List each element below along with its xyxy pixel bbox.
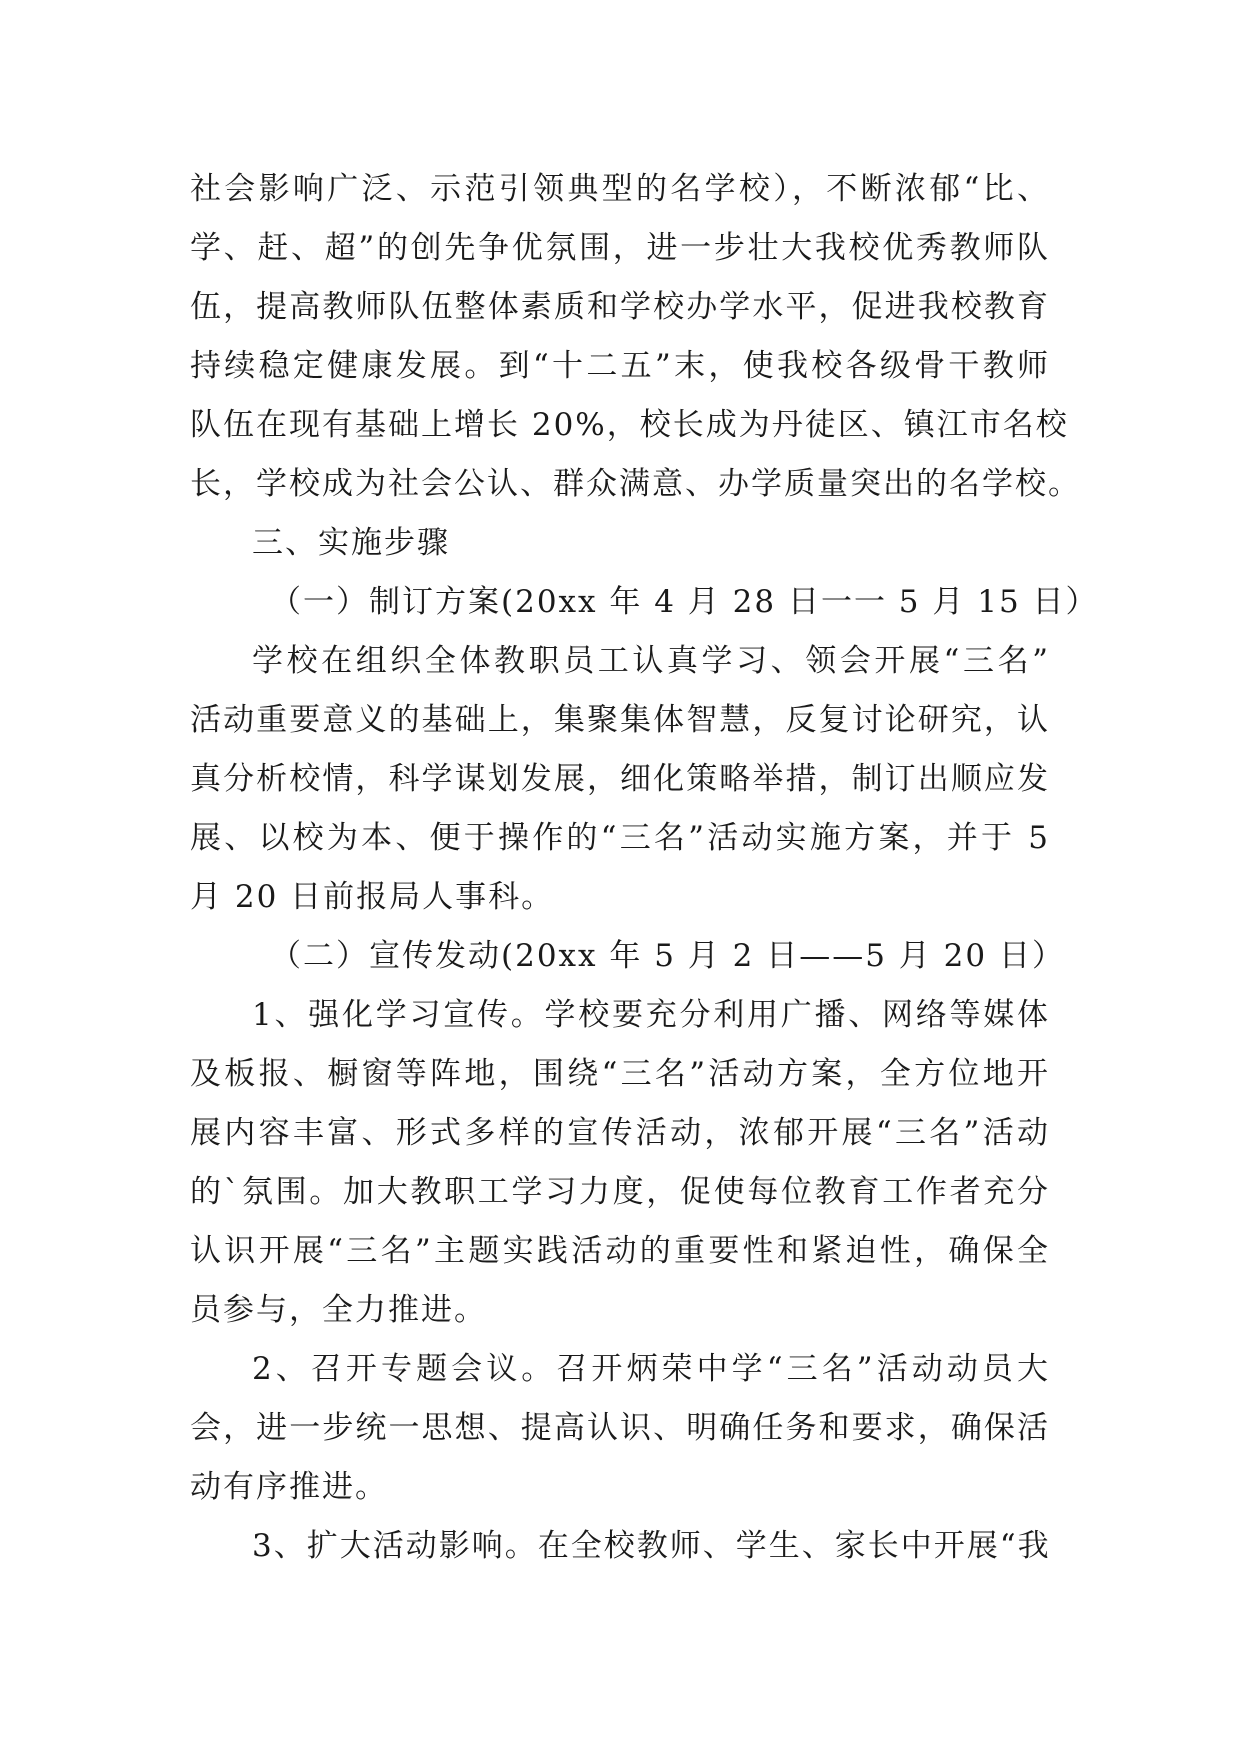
text-line: 活动重要意义的基础上，集聚集体智慧，反复讨论研究，认 <box>190 702 1050 738</box>
text-line: 2、召开专题会议。召开炳荣中学“三名”活动动员大 <box>252 1351 1050 1387</box>
subsection-heading: （二）宣传发动(20xx 年 5 月 2 日——5 月 20 日） <box>270 938 1065 974</box>
text-line: 学、赶、超”的创先争优氛围，进一步壮大我校优秀教师队 <box>190 230 1050 266</box>
text-line: 社会影响广泛、示范引领典型的名学校），不断浓郁“比、 <box>190 171 1050 207</box>
text-line: 学校在组织全体教职员工认真学习、领会开展“三名” <box>252 643 1050 679</box>
subsection-heading: （一）制订方案(20xx 年 4 月 28 日一一 5 月 15 日） <box>270 584 1099 620</box>
text-line: 3、扩大活动影响。在全校教师、学生、家长中开展“我 <box>252 1528 1051 1564</box>
text-line: 持续稳定健康发展。到“十二五”末，使我校各级骨干教师 <box>190 348 1050 384</box>
text-line: 及板报、橱窗等阵地，围绕“三名”活动方案，全方位地开 <box>190 1056 1050 1092</box>
text-line: 动有序推进。 <box>190 1469 388 1505</box>
text-line: 员参与，全力推进。 <box>190 1292 487 1328</box>
text-line: 真分析校情，科学谋划发展，细化策略举措，制订出顺应发 <box>190 761 1050 797</box>
text-line: 长，学校成为社会公认、群众满意、办学质量突出的名学校。 <box>190 466 1081 502</box>
text-line: 伍，提高教师队伍整体素质和学校办学水平，促进我校教育 <box>190 289 1050 325</box>
section-heading: 三、实施步骤 <box>252 525 450 561</box>
text-line: 的`氛围。加大教职工学习力度，促使每位教育工作者充分 <box>190 1174 1050 1210</box>
text-line: 认识开展“三名”主题实践活动的重要性和紧迫性，确保全 <box>190 1233 1050 1269</box>
text-line: 展内容丰富、形式多样的宣传活动，浓郁开展“三名”活动 <box>190 1115 1050 1151</box>
text-line: 展、以校为本、便于操作的“三名”活动实施方案，并于 5 <box>190 820 1050 856</box>
text-line: 月 20 日前报局人事科。 <box>190 879 555 915</box>
document-body <box>190 160 1099 1576</box>
text-line: 队伍在现有基础上增长 20%，校长成为丹徒区、镇江市名校 <box>190 407 1069 443</box>
text-line: 会，进一步统一思想、提高认识、明确任务和要求，确保活 <box>190 1410 1050 1446</box>
text-line: 1、强化学习宣传。学校要充分利用广播、网络等媒体 <box>252 997 1050 1033</box>
